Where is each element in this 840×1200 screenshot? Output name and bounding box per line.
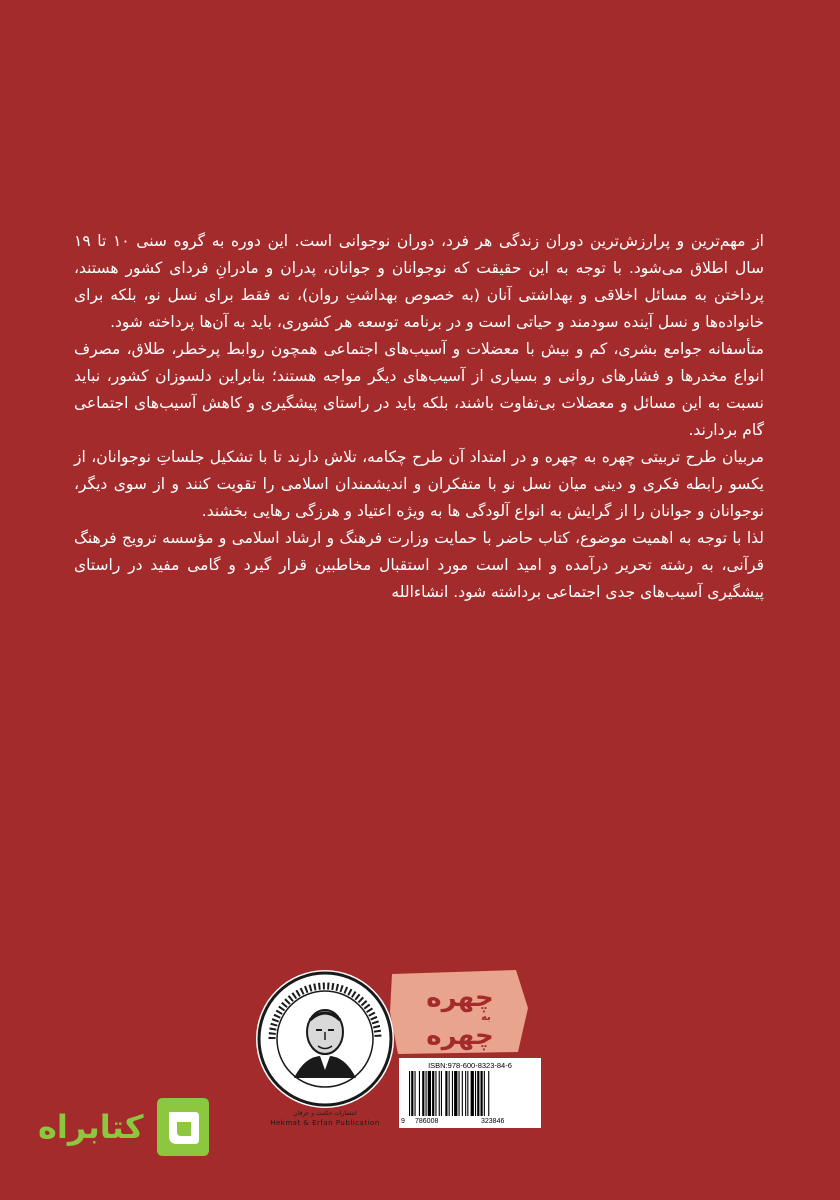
series-title-bottom: چهره (426, 1021, 494, 1051)
barcode-bar (415, 1071, 416, 1116)
store-book-icon (149, 1096, 211, 1158)
blurb-text (74, 228, 764, 606)
barcode-bar (426, 1071, 427, 1116)
store-name: کتابراه (38, 1108, 144, 1146)
publisher-logo (250, 970, 400, 1130)
publisher-emblem (256, 970, 394, 1108)
barcode-bar (462, 1071, 463, 1116)
barcode-bar (409, 1071, 410, 1116)
store-logo (38, 1092, 218, 1162)
barcode-bar (467, 1071, 468, 1116)
series-logo (388, 968, 533, 1056)
isbn-digit-lead: 9 (401, 1118, 405, 1125)
isbn-barcode (399, 1058, 541, 1128)
barcode-bar (488, 1071, 489, 1116)
barcode-bar (477, 1071, 479, 1116)
isbn-digits-right: 323846 (481, 1118, 505, 1125)
blurb-paragraph: متأسفانه جوامع بشری، کم و بیش با معضلات و آسیب‌های اجتماعی همچون روابط پرخطر، طلاق، مصرف انواع مخدرها و فشارهای روانی و بسیاری از آسیب‌های دیگر مواجه هستند؛ بنابراین دلسوزان کشور، نباید نسبت به این مسائل و معضلات بی‌تفاوت باشند، بلکه باید در راستای پیشگیری و کاهش آسیب‌های اجتماعی گام بردارند. (74, 340, 764, 439)
chehreh-be-chehreh-logo (388, 968, 533, 1056)
barcode-bar (449, 1071, 450, 1116)
isbn-digits-left: 786008 (415, 1118, 439, 1125)
publisher-name-persian: انتشارات حکمت و عرفان (293, 1110, 357, 1117)
blurb-paragraph: از مهم‌ترین و پرارزش‌ترین دوران زندگی هر فرد، دوران نوجوانی است. این دوره به گروه سنی ۱۰ تا ۱۹ سال اطلاق می‌شود. با توجه به این حقیقت که نوجوانان و جوانان، پدران و مادرانِ فردای کشور هستند، پرداختن به مسائل اخلاقی و بهداشتی آنان (به خصوص بهداشتِ روان)، نه فقط برای نسل نو، بلکه برای خانواده‌ها و نسل آینده سودمند و حیاتی است و در برنامه توسعه هر کشوری، باید به آن‌ها پرداخته شود. (74, 232, 764, 331)
barcode-bar (419, 1071, 420, 1116)
barcode-bar (454, 1071, 457, 1116)
barcode-bar (459, 1071, 460, 1116)
series-title-middle: به (481, 1012, 491, 1023)
barcode-bar (471, 1071, 474, 1116)
barcode-bar (435, 1071, 436, 1116)
barcode-bar (484, 1071, 485, 1116)
barcode-bar (432, 1071, 434, 1116)
barcode-bar (411, 1071, 413, 1116)
barcode-bar (465, 1071, 466, 1116)
isbn-label: ISBN:978-600-8323-84-6 (428, 1061, 512, 1070)
barcode-bar (452, 1071, 453, 1116)
barcode-bar (422, 1071, 424, 1116)
blurb-paragraph: مربیان طرح تربیتی چهره به چهره و در امتداد آن طرح چکامه، تلاش دارند تا با تشکیل جلساتِ نوجوانان، از یکسو رابطه فکری و دینی میان نسل نو با متفکران و اندیشمندان اسلامی را تقویت کنند و از سوی دیگر، نوجوانان و جوانان را از گرایش به انواع آلودگی ها به ویژه اعتیاد و هرزگی رهایی بخشند. (74, 448, 764, 520)
barcode-bar (439, 1071, 440, 1116)
series-title-top: چهره (426, 983, 494, 1013)
barcode-bar (441, 1071, 442, 1116)
barcode-bar (445, 1071, 447, 1116)
publisher-portrait-icon (256, 970, 394, 1108)
blurb-paragraph: لذا با توجه به اهمیت موضوع، کتاب حاضر با حمایت وزارت فرهنگ و ارشاد اسلامی و مؤسسه ترویج فرهنگ قرآنی، به رشته تحریر درآمده و امید است مورد استقبال مخاطبین قرار گیرد و گامی مفید در راستای پیشگیری آسیب‌های جدی اجتماعی برداشته شود. انشاءالله (74, 529, 764, 601)
barcode-bar (481, 1071, 483, 1116)
barcode-bar (475, 1071, 476, 1116)
barcode-bar (428, 1071, 431, 1116)
publisher-name-english: Hekmat & Erfan Publication (270, 1119, 380, 1127)
